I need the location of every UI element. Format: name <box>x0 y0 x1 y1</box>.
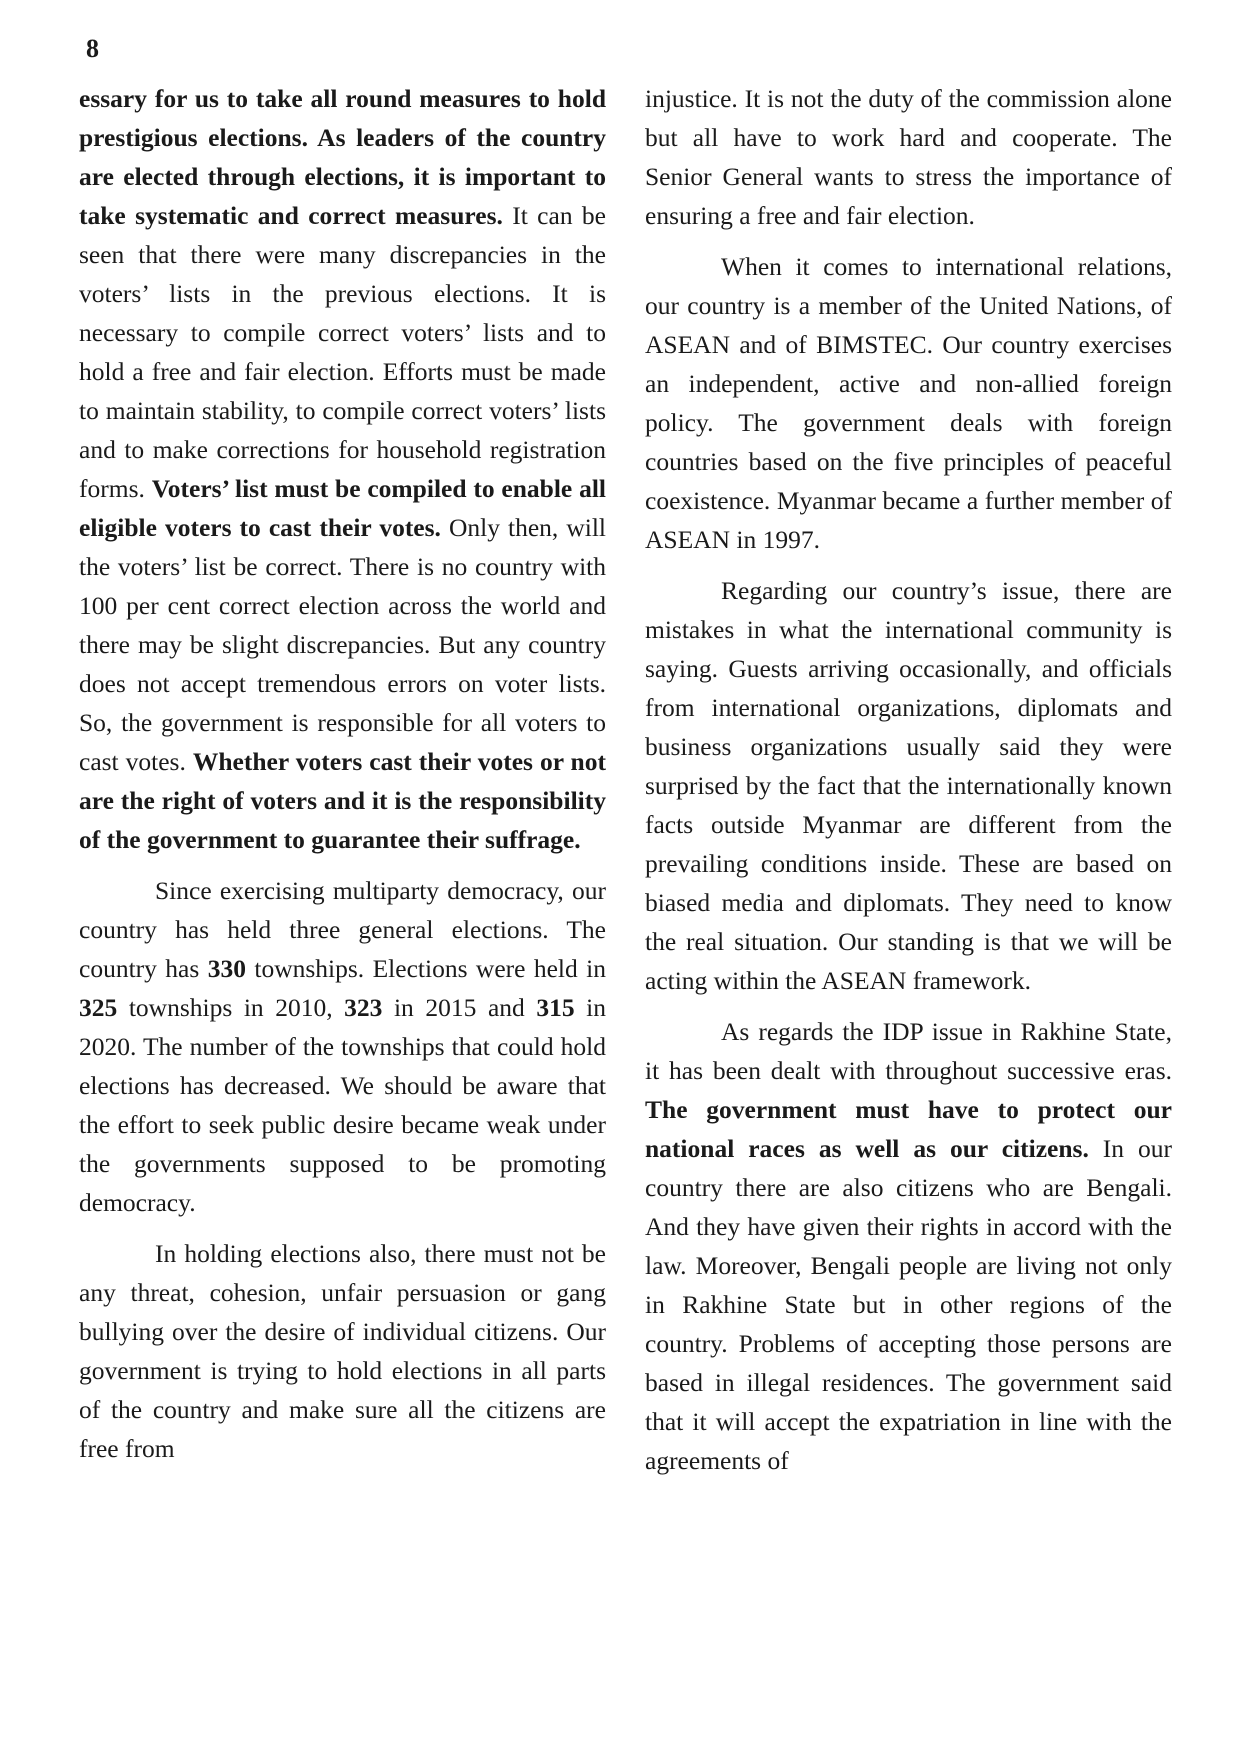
text-segment: essary for us to take all round measures to hold prestigious elections. As leaders of the country are elected through elections, it is important to take systematic and correct measures. <box>79 84 606 230</box>
paragraph-4 <box>645 79 1172 235</box>
text-segment: 325 <box>79 993 118 1022</box>
text-segment: in 2015 and <box>382 993 537 1022</box>
text-segment: Regarding our country’s issue, there are mistakes in what the international community is saying. Guests arriving occasionally, and officials from international organizations, diplomats and business organizations usually said they were surprised by the fact that the internationally known facts outside Myanmar are different from the prevailing conditions inside. These are based on biased media and diplomats. They need to know the real situation. Our standing is that we will be acting within the ASEAN framework. <box>645 576 1172 995</box>
paragraph-6 <box>645 571 1172 1000</box>
text-segment: In holding elections also, there must not be any threat, cohesion, unfair persuasion or gang bullying over the desire of individual citizens. Our government is trying to hold elections in all parts of the country and make sure all the citizens are free from <box>79 1239 606 1463</box>
text-segment: 315 <box>536 993 575 1022</box>
paragraph-2 <box>79 871 606 1222</box>
text-segment: townships in 2010, <box>117 993 345 1022</box>
text-segment: townships. Elections were held in <box>245 954 607 983</box>
text-segment: Since exercising multiparty democracy, our country has held three general elections. The country has <box>79 876 606 983</box>
text-segment: The government must have to protect our national races as well as our citizens. <box>645 1095 1172 1163</box>
text-segment: 330 <box>207 954 246 983</box>
paragraph-3 <box>79 1234 606 1468</box>
text-segment: Whether voters cast their votes or not are the right of voters and it is the responsibility of the government to guarantee their suffrage. <box>79 747 606 854</box>
text-segment: 323 <box>344 993 383 1022</box>
text-segment: In our country there are also citizens who are Bengali. And they have given their rights in accord with the law. Moreover, Bengali people are living not only in Rakhine State but in other regions of the country. Problems of accepting those persons are based in illegal residences. The government said that it will accept the expatriation in line with the agreements of <box>645 1134 1172 1475</box>
paragraph-7 <box>645 1012 1172 1480</box>
left-column <box>79 79 606 1480</box>
text-segment: Only then, will the voters’ list be correct. There is no country with 100 per cent correct election across the world and there may be slight discrepancies. But any country does not accept tremendous errors on voter lists. So, the government is responsible for all voters to cast votes. <box>79 513 606 776</box>
text-segment: As regards the IDP issue in Rakhine State, it has been dealt with throughout successive eras. <box>645 1017 1172 1085</box>
right-column <box>645 79 1172 1492</box>
paragraph-5 <box>645 247 1172 559</box>
text-segment: It can be seen that there were many discrepancies in the voters’ lists in the previous elections. It is necessary to compile correct voters’ lists and to hold a free and fair election. Efforts must be made to maintain stability, to compile correct voters’ lists and to make corrections for household registration forms. <box>79 201 606 503</box>
text-segment: Voters’ list must be compiled to enable all eligible voters to cast their votes. <box>79 474 606 542</box>
paragraph-1 <box>79 79 606 859</box>
text-segment: injustice. It is not the duty of the commission alone but all have to work hard and cooperate. The Senior General wants to stress the importance of ensuring a free and fair election. <box>645 84 1172 230</box>
page-number: 8 <box>86 34 99 63</box>
text-segment: in 2020. The number of the townships that could hold elections has decreased. We should be aware that the effort to seek public desire became weak under the governments supposed to be promoting democracy. <box>79 993 606 1217</box>
text-segment: When it comes to international relations, our country is a member of the United Nations, of ASEAN and of BIMSTEC. Our country exercises an independent, active and non-allied foreign policy. The government deals with foreign countries based on the five principles of peaceful coexistence. Myanmar became a further member of ASEAN in 1997. <box>645 252 1172 554</box>
